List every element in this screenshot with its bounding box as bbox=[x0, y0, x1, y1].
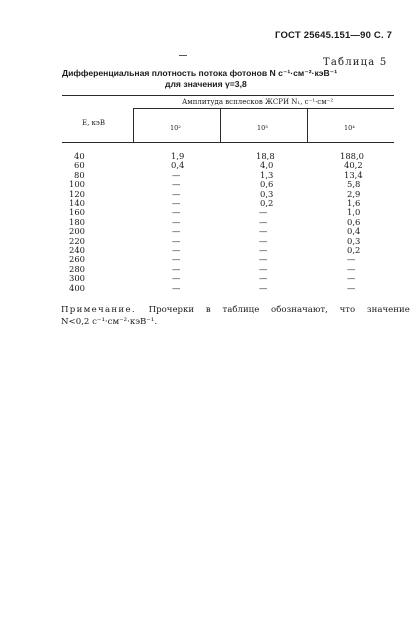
value-cell-col1: 1,9 bbox=[171, 151, 185, 161]
value-cell-col1: — bbox=[172, 263, 181, 274]
note-label: Примечание. bbox=[61, 305, 136, 315]
value-cell-col1: — bbox=[172, 235, 181, 246]
value-cell-col3: 2,9 bbox=[347, 188, 361, 199]
energy-cell: 180 bbox=[69, 216, 85, 227]
energy-cell: 400 bbox=[69, 282, 85, 293]
energy-cell: 200 bbox=[69, 226, 85, 237]
column-header-1: 10² bbox=[170, 124, 181, 132]
value-cell-col2: — bbox=[259, 263, 268, 274]
table-note bbox=[61, 305, 410, 315]
value-cell-col3: 188,0 bbox=[340, 151, 364, 161]
energy-cell: 240 bbox=[69, 245, 85, 255]
value-cell-col3: 0,6 bbox=[347, 216, 361, 227]
value-cell-col1: — bbox=[172, 179, 181, 190]
column-header-2: 10³ bbox=[257, 124, 268, 132]
energy-cell: 260 bbox=[69, 254, 85, 265]
value-cell-col3: — bbox=[347, 263, 356, 274]
value-cell-col3: 1,6 bbox=[347, 198, 361, 208]
energy-cell: 300 bbox=[69, 273, 85, 284]
table-caption: Дифференциальная плотность потока фотонов N с⁻¹·см⁻²·кэВ⁻¹ bbox=[62, 68, 338, 78]
value-cell-col2: — bbox=[259, 216, 268, 227]
value-cell-col3: 1,0 bbox=[347, 207, 361, 218]
value-cell-col3: 0,3 bbox=[347, 235, 361, 246]
table-caption-condition: для значения γ=3,8 bbox=[165, 79, 247, 89]
value-cell-col1: — bbox=[172, 188, 181, 199]
value-cell-col2: 0,3 bbox=[260, 188, 274, 199]
note-text: Прочерки в таблице обозначают, что значение bbox=[148, 305, 410, 315]
value-cell-col2: 1,3 bbox=[260, 169, 274, 180]
value-cell-col3: 13,4 bbox=[344, 169, 363, 180]
energy-cell: 80 bbox=[74, 169, 85, 180]
table-number-label: Таблица 5 bbox=[323, 57, 388, 68]
value-cell-col1: — bbox=[172, 245, 181, 255]
value-cell-col3: — bbox=[347, 254, 356, 265]
value-cell-col2: — bbox=[259, 273, 268, 284]
value-cell-col2: — bbox=[259, 235, 268, 246]
value-cell-col1: — bbox=[172, 254, 181, 265]
value-cell-col1: — bbox=[172, 198, 181, 208]
value-cell-col1: — bbox=[172, 169, 181, 180]
decorative-dash bbox=[179, 55, 187, 56]
energy-column-header: E, кэВ bbox=[82, 119, 105, 127]
note-condition: N<0,2 с⁻¹·см⁻²·кэВ⁻¹. bbox=[61, 317, 158, 327]
value-cell-col2: 4,0 bbox=[260, 160, 274, 171]
value-cell-col3: 5,8 bbox=[347, 179, 361, 190]
energy-cell: 280 bbox=[69, 263, 85, 274]
value-cell-col2: — bbox=[259, 245, 268, 255]
value-cell-col3: 0,4 bbox=[347, 226, 361, 237]
gost-header: ГОСТ 25645.151—90 С. 7 bbox=[275, 30, 393, 41]
column-divider-3 bbox=[307, 108, 308, 142]
energy-cell: 220 bbox=[69, 235, 85, 246]
value-cell-col1: — bbox=[172, 226, 181, 237]
header-bottom-rule bbox=[62, 142, 394, 143]
value-cell-col2: — bbox=[259, 282, 268, 293]
value-cell-col3: 0,2 bbox=[347, 245, 361, 255]
column-header-3: 10⁴ bbox=[344, 124, 355, 132]
column-divider-1 bbox=[133, 108, 134, 142]
value-cell-col1: — bbox=[172, 273, 181, 284]
value-cell-col2: — bbox=[259, 207, 268, 218]
value-cell-col1: — bbox=[172, 282, 181, 293]
energy-cell: 140 bbox=[69, 198, 85, 208]
energy-cell: 100 bbox=[69, 179, 85, 190]
amplitude-group-header: Амплитуда всплесков ЖСРИ N₁, с⁻¹·см⁻² bbox=[182, 98, 334, 106]
column-divider-2 bbox=[220, 108, 221, 142]
table-top-rule bbox=[62, 95, 394, 96]
value-cell-col1: — bbox=[172, 216, 181, 227]
value-cell-col1: — bbox=[172, 207, 181, 218]
value-cell-col3: — bbox=[347, 273, 356, 284]
energy-cell: 40 bbox=[74, 151, 85, 161]
value-cell-col2: 18,8 bbox=[256, 151, 275, 161]
value-cell-col3: — bbox=[347, 282, 356, 293]
value-cell-col2: 0,6 bbox=[260, 179, 274, 190]
value-cell-col3: 40,2 bbox=[344, 160, 363, 171]
value-cell-col1: 0,4 bbox=[171, 160, 185, 171]
group-header-rule bbox=[133, 108, 394, 109]
value-cell-col2: 0,2 bbox=[260, 198, 274, 208]
energy-cell: 60 bbox=[74, 160, 85, 171]
energy-cell: 120 bbox=[69, 188, 85, 199]
value-cell-col2: — bbox=[259, 254, 268, 265]
energy-cell: 160 bbox=[69, 207, 85, 218]
value-cell-col2: — bbox=[259, 226, 268, 237]
